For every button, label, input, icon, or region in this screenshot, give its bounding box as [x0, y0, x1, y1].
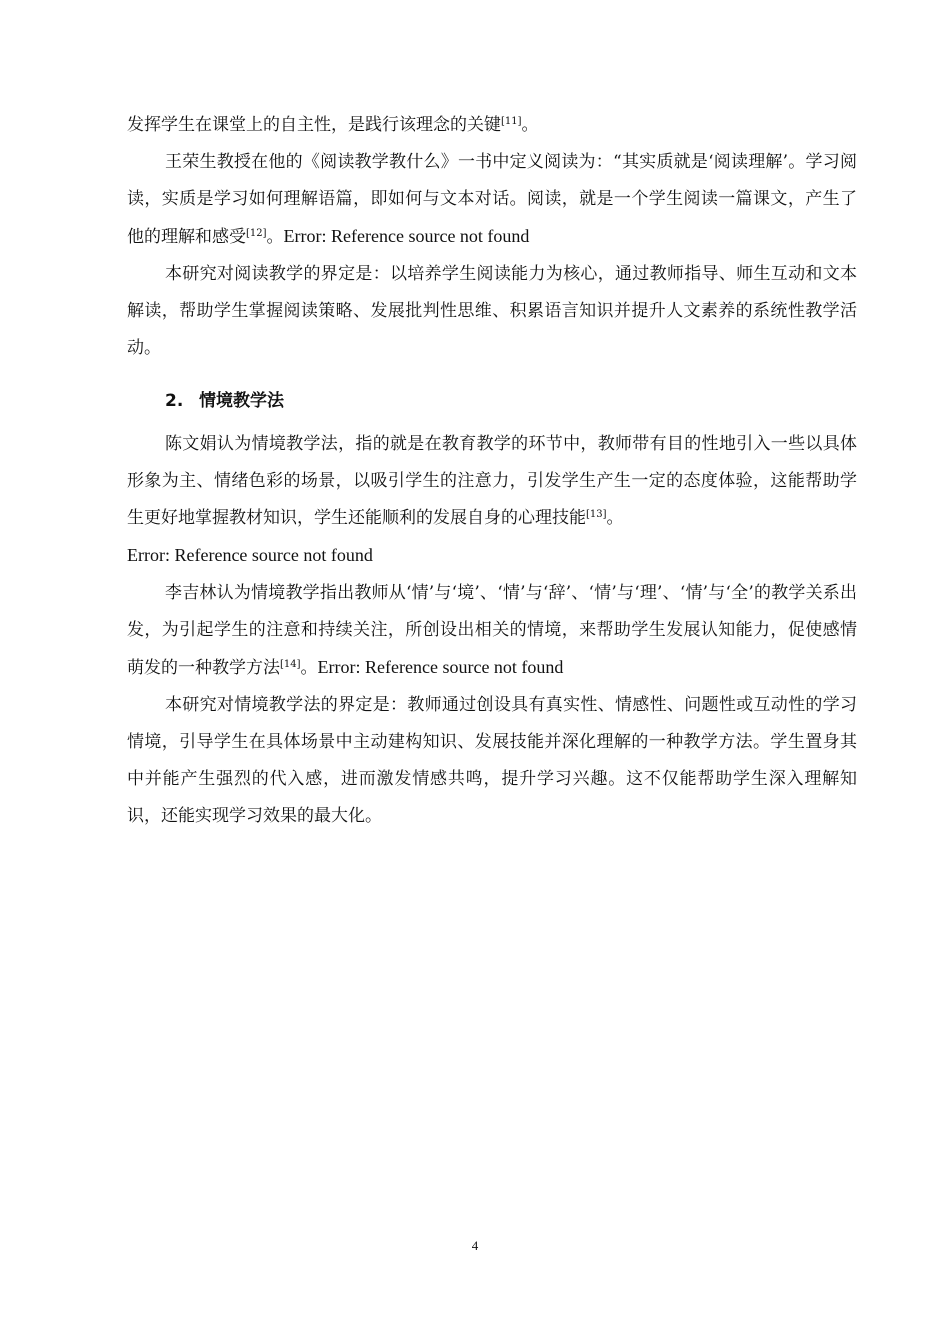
page-content	[127, 107, 857, 835]
paragraph-tail: 。	[300, 658, 318, 678]
paragraph-continuation	[127, 107, 857, 144]
citation-ref: [13]	[586, 509, 607, 520]
reference-error: Error: Reference source not found	[283, 226, 530, 246]
paragraph-li-definition	[127, 575, 857, 687]
paragraph-tail: 。	[606, 508, 624, 528]
reference-error: Error: Reference source not found	[127, 545, 373, 565]
reference-error: Error: Reference source not found	[317, 657, 564, 677]
heading-number: 2.	[165, 391, 184, 411]
citation-ref: [11]	[501, 116, 522, 127]
paragraph-reading-scope	[127, 256, 857, 367]
paragraph-text: 本研究对阅读教学的界定是：以培养学生阅读能力为核心，通过教师指导、师生互动和文本解读，帮助学生掌握阅读策略、发展批判性思维、积累语言知识并提升人文素养的系统性教学活动。	[127, 264, 857, 358]
citation-ref: [14]	[280, 659, 301, 670]
page-number: 4	[471, 1238, 479, 1253]
citation-ref: [12]	[246, 228, 267, 239]
paragraph-text: 王荣生教授在他的《阅读教学教什么》一书中定义阅读为：“其实质就是‘阅读理解’。学习阅读，实质是学习如何理解语篇，即如何与文本对话。阅读，就是一个学生阅读一篇课文，产生了他的理解和感受	[127, 152, 857, 247]
paragraph-text: 发挥学生在课堂上的自主性，是践行该理念的关键	[127, 115, 501, 135]
heading-title: 情境教学法	[199, 391, 284, 411]
paragraph-text: 本研究对情境教学法的界定是：教师通过创设具有真实性、情感性、问题性或互动性的学习情境，引导学生在具体场景中主动建构知识、发展技能并深化理解的一种教学方法。学生置身其中并能产生强烈的代入感，进而激发情感共鸣，提升学习兴趣。这不仅能帮助学生深入理解知识，还能实现学习效果的最大化。	[127, 695, 857, 826]
paragraph-tail: 。	[521, 115, 539, 135]
paragraph-text: 李吉林认为情境教学指出教师从‘情’与‘境’、‘情’与‘辞’、‘情’与‘理’、‘情’与‘全’的教学关系出发，为引起学生的注意和持续关注，所创设出相关的情境，来帮助学生发展认知能力，促使感情萌发的一种教学方法	[127, 583, 857, 678]
paragraph-text: 陈文娟认为情境教学法，指的就是在教育教学的环节中，教师带有目的性地引入一些以具体形象为主、情绪色彩的场景，以吸引学生的注意力，引发学生产生一定的态度体验，这能帮助学生更好地掌握教材知识，学生还能顺利的发展自身的心理技能	[127, 434, 857, 528]
paragraph-reading-definition	[127, 144, 857, 256]
paragraph-situational-scope	[127, 687, 857, 835]
paragraph-tail: 。	[266, 227, 284, 247]
paragraph-chen-definition	[127, 426, 857, 575]
section-heading	[127, 383, 857, 420]
